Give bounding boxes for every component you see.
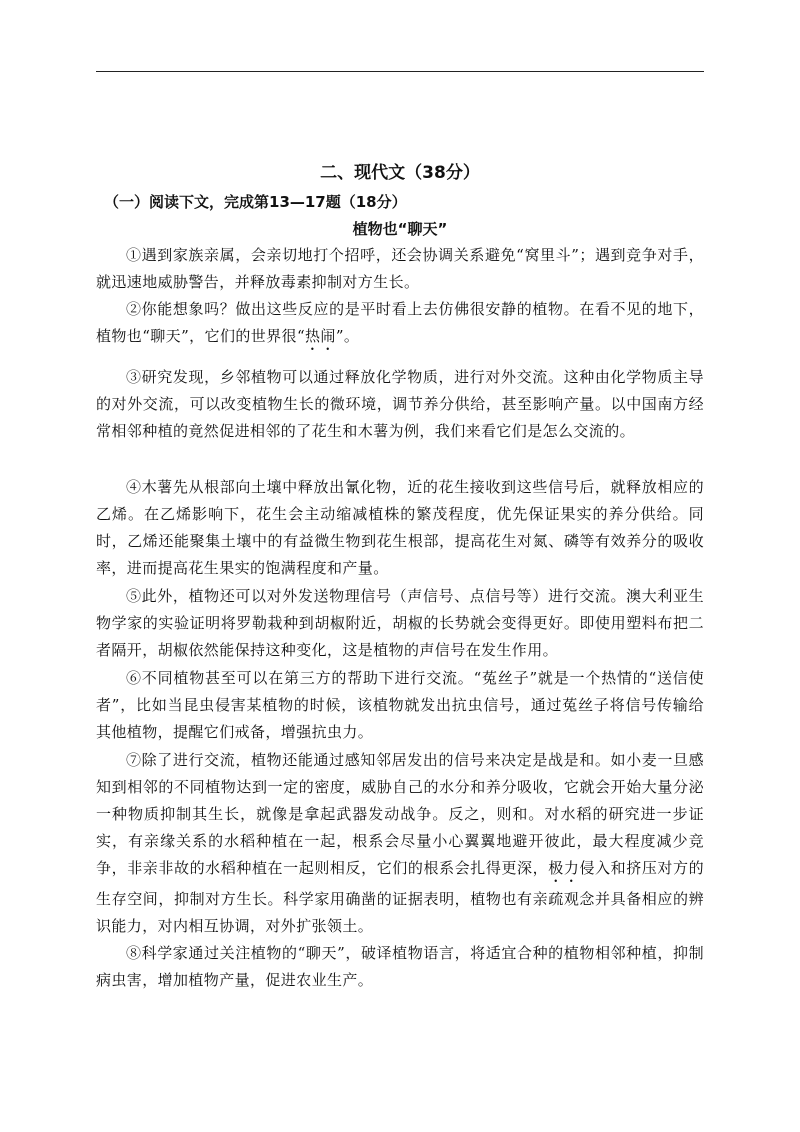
article-title: 植物也“聊天”	[352, 220, 448, 238]
paragraph-2	[96, 296, 704, 354]
paragraph-4: ④木薯先从根部向土壤中释放出氰化物，近的花生接收到这些信号后，就释放相应的乙烯。在乙烯影响下，花生会主动缩减植株的繁茂程度，优先保证果实的养分供给。同时，乙烯还能聚集土壤中的有益微生物到花生根部，提高花生对氮、磷等有效养分的吸收率，进而提高花生果实的饱满程度和产量。	[96, 478, 704, 577]
paragraph-2-text-a: ②你能想象吗？做出这些反应的是平时看上去仿佛很安静的植物。在看不见的地下，植物也“聊天”，它们的世界很“	[96, 300, 704, 345]
reading-instruction: （一）阅读下文，完成第13—17题（18分）	[104, 193, 407, 211]
paragraph-7-text-a: ⑦除了进行交流，植物还能通过感知邻居发出的信号来决定是战是和。如小麦一旦感知到相邻的不同植物达到一定的密度，威胁自己的水分和养分吸收，它就会开始大量分泌一种物质抑制其生长，就像是拿起武器发动战争。反之，则和。对水稻的研究进一步证实，有亲缘关系的水稻种植在一起，根系会尽量小心翼翼地避开彼此，最大程度减少竞争，非亲非故的水稻种植在一起则相反，它们的根系会扎得更深，	[96, 751, 704, 877]
header-rule	[96, 71, 704, 72]
paragraph-2-text-b: ”。	[335, 327, 360, 345]
paragraph-3: ③研究发现，乡邻植物可以通过释放化学物质，进行对外交流。这种由化学物质主导的对外交流，可以改变植物生长的微环境，调节养分供给，甚至影响产量。以中国南方经常相邻种植的竟然促进相邻的了花生和木薯为例，我们来看它们是怎么交流的。	[96, 368, 704, 440]
emphasis-re-nao: 热闹	[305, 327, 336, 345]
paragraph-6: ⑥不同植物甚至可以在第三方的帮助下进行交流。“菟丝子”就是一个热情的“送信使者”，比如当昆虫侵害某植物的时候，该植物就发出抗虫信号，通过菟丝子将信号传输给其他植物，提醒它们戒备，增强抗虫力。	[96, 669, 704, 741]
paragraph-5: ⑤此外，植物还可以对外发送物理信号（声信号、点信号等）进行交流。澳大利亚生物学家的实验证明将罗勒栽种到胡椒附近，胡椒的长势就会变得更好。即使用塑料布把二者隔开，胡椒依然能保持这种变化，这是植物的声信号在发生作用。	[96, 587, 704, 659]
paragraph-8: ⑧科学家通过关注植物的“聊天”，破译植物语言，将适宜合种的植物相邻种植，抑制病虫害，增加植物产量，促进农业生产。	[96, 944, 704, 989]
section-title: 二、现代文（38分）	[320, 163, 480, 183]
emphasis-ji-li: 极力	[548, 859, 580, 877]
paragraph-7	[96, 747, 704, 940]
paragraph-1: ①遇到家族亲属，会亲切地打个招呼，还会协调关系避免“窝里斗”；遇到竞争对手，就迅速地威胁警告，并释放毒素抑制对方生长。	[96, 246, 704, 291]
paragraph-7-text-b: 侵入和挤压对方的生存空间，抑制对方生长。科学家用确凿的证据表明，植物也有亲疏观念并具备相应的辨识能力，对内相互协调，对外扩张领土。	[96, 859, 704, 935]
